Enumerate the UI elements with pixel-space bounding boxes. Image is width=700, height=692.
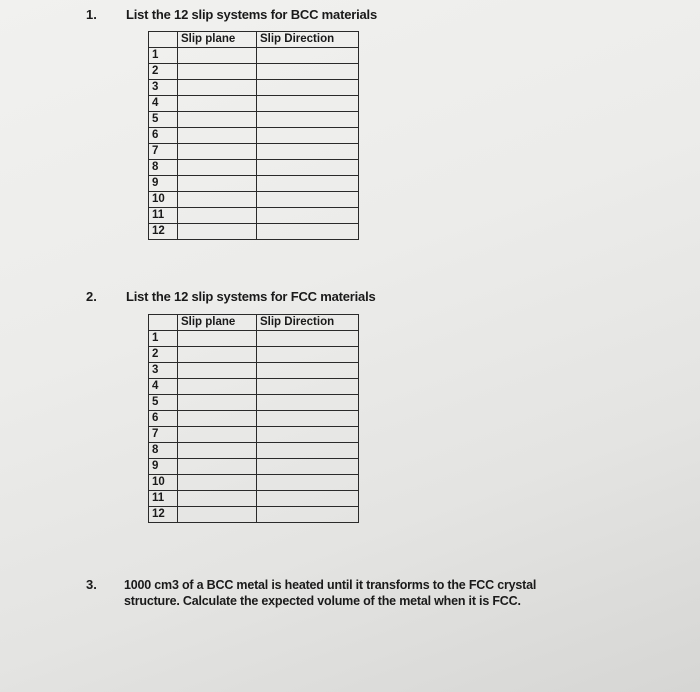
slip-direction-cell[interactable] (257, 208, 359, 224)
table-row (149, 192, 359, 208)
slip-direction-cell[interactable] (257, 427, 359, 443)
slip-plane-cell[interactable] (178, 331, 257, 347)
table-row (149, 379, 359, 395)
slip-plane-cell[interactable] (178, 491, 257, 507)
slip-plane-cell[interactable] (178, 443, 257, 459)
slip-direction-cell[interactable] (257, 347, 359, 363)
slip-plane-cell[interactable] (178, 363, 257, 379)
row-number: 12 (149, 507, 178, 523)
table-row (149, 395, 359, 411)
table-row (149, 347, 359, 363)
slip-plane-cell[interactable] (178, 144, 257, 160)
row-number: 7 (149, 144, 178, 160)
row-number: 4 (149, 96, 178, 112)
table-row (149, 176, 359, 192)
slip-plane-cell[interactable] (178, 208, 257, 224)
row-number: 11 (149, 491, 178, 507)
table-row (149, 363, 359, 379)
slip-direction-cell[interactable] (257, 411, 359, 427)
row-number: 5 (149, 395, 178, 411)
slip-direction-cell[interactable] (257, 459, 359, 475)
row-number: 8 (149, 443, 178, 459)
table-row (149, 160, 359, 176)
slip-plane-cell[interactable] (178, 96, 257, 112)
slip-direction-cell[interactable] (257, 363, 359, 379)
fcc-slip-table (148, 314, 359, 523)
slip-direction-cell[interactable] (257, 96, 359, 112)
slip-plane-header: Slip plane (178, 315, 257, 331)
slip-plane-cell[interactable] (178, 176, 257, 192)
question-3-number: 3. (86, 577, 97, 592)
row-number: 1 (149, 48, 178, 64)
slip-direction-cell[interactable] (257, 64, 359, 80)
slip-plane-cell[interactable] (178, 411, 257, 427)
row-number: 2 (149, 64, 178, 80)
table-row (149, 48, 359, 64)
slip-direction-cell[interactable] (257, 128, 359, 144)
row-number: 2 (149, 347, 178, 363)
slip-plane-cell[interactable] (178, 475, 257, 491)
slip-plane-cell[interactable] (178, 112, 257, 128)
row-number: 9 (149, 459, 178, 475)
slip-direction-cell[interactable] (257, 144, 359, 160)
slip-direction-header: Slip Direction (257, 32, 359, 48)
table-row (149, 208, 359, 224)
slip-direction-cell[interactable] (257, 160, 359, 176)
table-corner (149, 315, 178, 331)
table-row (149, 507, 359, 523)
row-number: 6 (149, 128, 178, 144)
slip-plane-cell[interactable] (178, 507, 257, 523)
slip-direction-cell[interactable] (257, 507, 359, 523)
slip-direction-cell[interactable] (257, 176, 359, 192)
slip-direction-cell[interactable] (257, 395, 359, 411)
bcc-slip-table (148, 31, 359, 240)
table-row (149, 80, 359, 96)
slip-direction-cell[interactable] (257, 192, 359, 208)
row-number: 3 (149, 363, 178, 379)
row-number: 5 (149, 112, 178, 128)
question-2-heading: List the 12 slip systems for FCC materials (126, 289, 376, 304)
question-2-number: 2. (86, 289, 97, 304)
slip-plane-cell[interactable] (178, 379, 257, 395)
table-row (149, 443, 359, 459)
slip-direction-cell[interactable] (257, 331, 359, 347)
row-number: 9 (149, 176, 178, 192)
question-3-text: 1000 cm3 of a BCC metal is heated until it transforms to the FCC crystal structure. Calculate the expected volume of the metal when it is FCC. (124, 578, 537, 608)
slip-direction-cell[interactable] (257, 48, 359, 64)
table-row (149, 475, 359, 491)
slip-plane-cell[interactable] (178, 459, 257, 475)
slip-plane-cell[interactable] (178, 395, 257, 411)
slip-plane-header: Slip plane (178, 32, 257, 48)
row-number: 10 (149, 192, 178, 208)
question-1-heading: List the 12 slip systems for BCC materials (126, 7, 377, 22)
row-number: 4 (149, 379, 178, 395)
slip-direction-cell[interactable] (257, 112, 359, 128)
slip-plane-cell[interactable] (178, 224, 257, 240)
table-row (149, 411, 359, 427)
slip-direction-cell[interactable] (257, 491, 359, 507)
table-row (149, 491, 359, 507)
question-1-number: 1. (86, 7, 97, 22)
table-row (149, 331, 359, 347)
slip-plane-cell[interactable] (178, 80, 257, 96)
slip-plane-cell[interactable] (178, 128, 257, 144)
slip-plane-cell[interactable] (178, 160, 257, 176)
row-number: 7 (149, 427, 178, 443)
slip-direction-cell[interactable] (257, 475, 359, 491)
row-number: 8 (149, 160, 178, 176)
slip-direction-cell[interactable] (257, 80, 359, 96)
slip-direction-cell[interactable] (257, 443, 359, 459)
row-number: 3 (149, 80, 178, 96)
row-number: 6 (149, 411, 178, 427)
slip-plane-cell[interactable] (178, 64, 257, 80)
table-corner (149, 32, 178, 48)
row-number: 1 (149, 331, 178, 347)
row-number: 10 (149, 475, 178, 491)
table-row (149, 96, 359, 112)
slip-plane-cell[interactable] (178, 48, 257, 64)
table-row (149, 64, 359, 80)
slip-direction-cell[interactable] (257, 224, 359, 240)
table-row (149, 224, 359, 240)
table-row (149, 144, 359, 160)
table-row (149, 459, 359, 475)
row-number: 12 (149, 224, 178, 240)
table-row (149, 427, 359, 443)
row-number: 11 (149, 208, 178, 224)
slip-plane-cell[interactable] (178, 427, 257, 443)
table-row (149, 112, 359, 128)
slip-plane-cell[interactable] (178, 192, 257, 208)
table-row (149, 128, 359, 144)
slip-plane-cell[interactable] (178, 347, 257, 363)
slip-direction-header: Slip Direction (257, 315, 359, 331)
slip-direction-cell[interactable] (257, 379, 359, 395)
